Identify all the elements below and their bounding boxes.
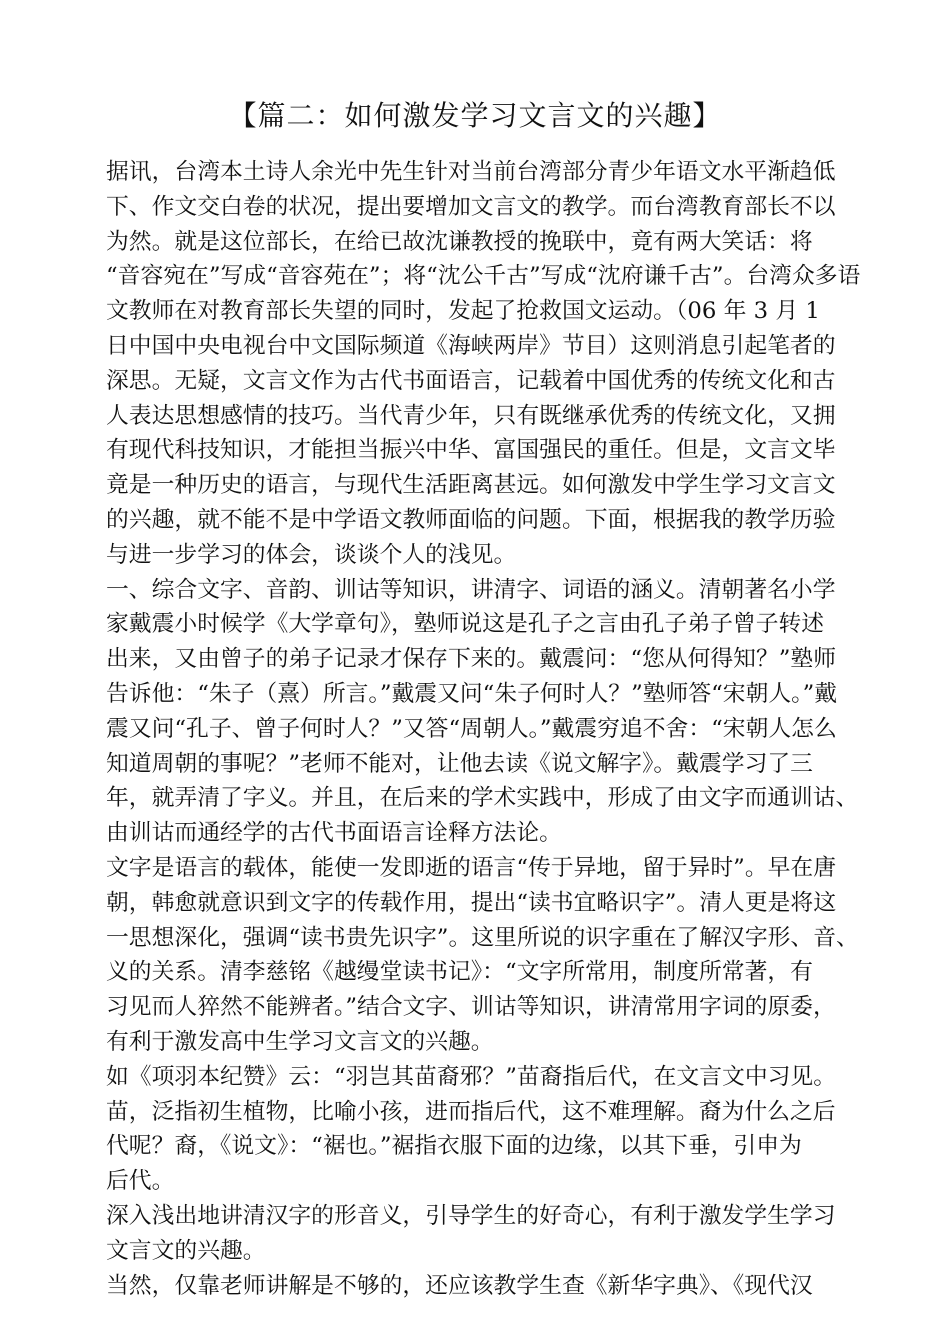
text-line: 文字是语言的载体，能使一发即逝的语言“传于异地，留于异时”。早在唐	[106, 854, 837, 881]
text-line: 出来，又由曾子的弟子记录才保存下来的。戴震问：“您从何得知？”塾师	[106, 646, 837, 673]
text-line: “音容宛在”写成“音容苑在”；将“沈公千古”写成“沈府谦千古”。台湾众多语	[106, 263, 861, 290]
text-line: 人表达思想感情的技巧。当代青少年，只有既继承优秀的传统文化，又拥	[106, 402, 836, 429]
text-line: 震又问“孔子、曾子何时人？”又答“周朝人。”戴震穷追不舍：“宋朝人怎么	[106, 715, 837, 742]
text-line: 深思。无疑，文言文作为古代书面语言，记载着中国优秀的传统文化和古	[106, 367, 836, 394]
text-line: 朝，韩愈就意识到文字的传载作用，提出“读书宜略识字”。清人更是将这	[106, 889, 837, 916]
text-line: 当然，仅靠老师讲解是不够的，还应该教学生查《新华字典》、《现代汉	[106, 1272, 813, 1299]
text-line: 义的关系。清李慈铭《越缦堂读书记》：“文字所常用，制度所常著，有	[106, 959, 813, 986]
text-line: 文教师在对教育部长失望的同时，发起了抢救国文运动。（06 年 3 月 1	[106, 298, 820, 325]
text-line: 习见而人猝然不能辨者。”结合文字、训诂等知识，讲清常用字词的原委，	[106, 994, 836, 1021]
text-line: 日中国中央电视台中文国际频道《海峡两岸》节目）这则消息引起笔者的	[106, 332, 836, 359]
text-line: 有现代科技知识，才能担当振兴中华、富国强民的重任。但是，文言文毕	[106, 437, 836, 464]
text-line: 下、作文交白卷的状况，提出要增加文言文的教学。而台湾教育部长不以	[106, 193, 836, 220]
text-line: 一、综合文字、音韵、训诂等知识，讲清字、词语的涵义。清朝著名小学	[106, 576, 836, 603]
text-line: 年，就弄清了字义。并且，在后来的学术实践中，形成了由文字而通训诂、	[106, 785, 859, 812]
text-line: 知道周朝的事呢？”老师不能对，让他去读《说文解字》。戴震学习了三	[106, 750, 813, 777]
text-line: 由训诂而通经学的古代书面语言诠释方法论。	[106, 820, 562, 847]
text-line: 文言文的兴趣。	[106, 1237, 266, 1264]
text-line: 如《项羽本纪赞》云：“羽岂其苗裔邪？”苗裔指后代，在文言文中习见。	[106, 1063, 837, 1090]
text-line: 后代。	[106, 1168, 175, 1195]
text-line: 竟是一种历史的语言，与现代生活距离甚远。如何激发中学生学习文言文	[106, 472, 836, 499]
text-line: 据讯，台湾本土诗人余光中先生针对当前台湾部分青少年语文水平渐趋低	[106, 159, 836, 185]
text-line: 家戴震小时候学《大学章句》，塾师说这是孔子之言由孔子弟子曾子转述	[106, 611, 825, 638]
text-line: 为然。就是这位部长，在给已故沈谦教授的挽联中，竟有两大笑话：将	[106, 228, 813, 255]
text-line: 告诉他：“朱子（熹）所言。”戴震又问“朱子何时人？”塾师答“宋朝人。”戴	[106, 680, 838, 707]
text-line: 一思想深化，强调“读书贵先识字”。这里所说的识字重在了解汉字形、音、	[106, 924, 859, 951]
text-line: 的兴趣，就不能不是中学语文教师面临的问题。下面，根据我的教学历验	[106, 506, 836, 533]
document-title: 【篇二：如何激发学习文言文的兴趣】	[228, 99, 722, 132]
text-line: 苗，泛指初生植物，比喻小孩，进而指后代，这不难理解。裔为什么之后	[106, 1098, 836, 1125]
document-body	[106, 155, 866, 1303]
text-line: 深入浅出地讲清汉字的形音义，引导学生的好奇心，有利于激发学生学习	[106, 1202, 836, 1229]
text-line: 代呢？裔，《说文》：“裾也。”裾指衣服下面的边缘，以其下垂，引申为	[106, 1133, 802, 1160]
text-line: 有利于激发高中生学习文言文的兴趣。	[106, 1028, 494, 1055]
text-line: 与进一步学习的体会，谈谈个人的浅见。	[106, 541, 517, 568]
